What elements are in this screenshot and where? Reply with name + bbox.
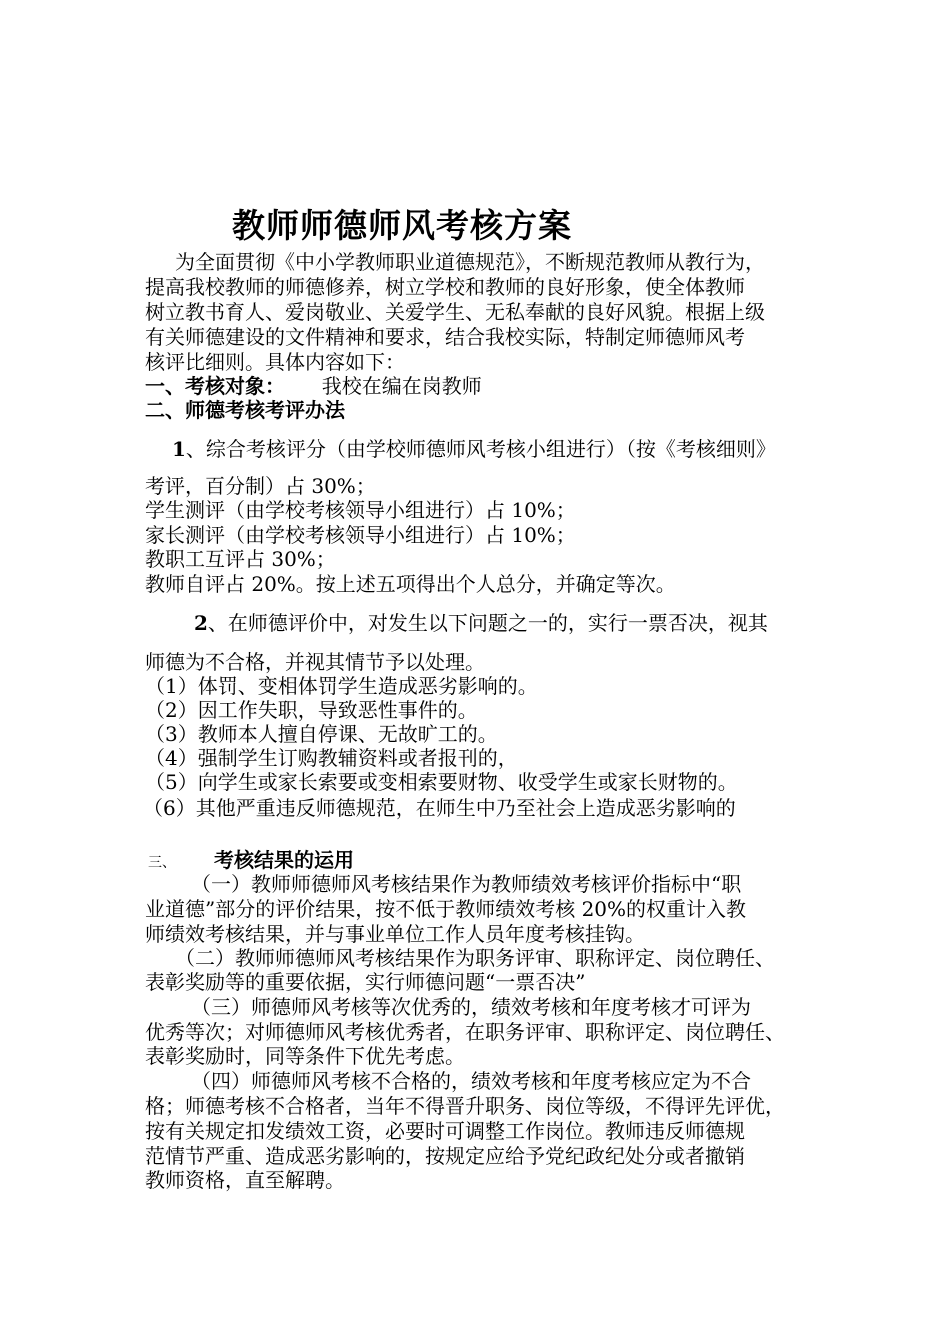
section3-paragraph-line: 表彰奖励等的重要依据，实行师德问题“一票否决” xyxy=(145,970,586,994)
section3-paragraph-line: 师绩效考核结果，并与事业单位工作人员年度考核挂钩。 xyxy=(145,922,645,946)
veto-item: （5）向学生或家长索要或变相索要财物、收受学生或家长财物的。 xyxy=(145,770,738,794)
section3-paragraph-line: （二）教师师德师风考核结果作为职务评审、职称评定、岗位聘任、 xyxy=(175,946,775,970)
section3-paragraph-line: 范情节严重、造成恶劣影响的，按规定应给予党纪政纪处分或者撤销 xyxy=(145,1144,745,1168)
section3-number: 三、 xyxy=(148,855,176,871)
item1-continuation: 考评，百分制）占 30%； xyxy=(145,474,376,498)
section3-paragraph-line: 业道德”部分的评价结果，按不低于教师绩效考核 20%的权重计入教 xyxy=(145,897,747,921)
item-number: 1 xyxy=(172,437,186,461)
item2-continuation: 师德为不合格，并视其情节予以处理。 xyxy=(145,650,485,674)
section3-heading: 考核结果的运用 xyxy=(214,848,354,872)
veto-item: （1）体罚、变相体罚学生造成恶劣影响的。 xyxy=(145,674,538,698)
section3-paragraph-line: 表彰奖励时，同等条件下优先考虑。 xyxy=(145,1044,465,1068)
veto-item: （4）强制学生订购教辅资料或者报刊的， xyxy=(145,746,518,770)
section1-value: 我校在编在岗教师 xyxy=(321,374,482,398)
section3-paragraph-line: 格；师德考核不合格者，当年不得晋升职务、岗位等级，不得评先评优， xyxy=(145,1094,785,1118)
parents-evaluation: 家长测评（由学校考核领导小组进行）占 10%； xyxy=(145,523,576,547)
intro-line: 为全面贯彻《中小学教师职业道德规范》，不断规范教师从教行为， xyxy=(175,250,765,274)
staff-evaluation: 教职工互评占 30%； xyxy=(145,547,336,571)
section3-paragraph-line: 按有关规定扣发绩效工资，必要时可调整工作岗位。教师违反师德规 xyxy=(145,1119,745,1143)
section3-paragraph-line: （三）师德师风考核等次优秀的，绩效考核和年度考核才可评为 xyxy=(191,995,751,1019)
section3-heading-row xyxy=(148,848,354,875)
section2-item1-row xyxy=(172,437,776,461)
students-evaluation: 学生测评（由学校考核领导小组进行）占 10%； xyxy=(145,498,576,522)
intro-line: 有关师德建设的文件精神和要求，结合我校实际，特制定师德师风考 xyxy=(145,325,745,349)
intro-line: 提高我校教师的师德修养，树立学校和教师的良好形象，使全体教师 xyxy=(145,275,745,299)
section3-paragraph-line: 教师资格，直至解聘。 xyxy=(145,1168,345,1192)
section3-paragraph-line: （四）师德师风考核不合格的，绩效考核和年度考核应定为不合 xyxy=(191,1069,751,1093)
item-number: 2 xyxy=(194,611,208,635)
section3-paragraph-line: 优秀等次；对师德师风考核优秀者，在职务评审、职称评定、岗位聘任、 xyxy=(145,1020,785,1044)
veto-item: （2）因工作失职，导致恶性事件的。 xyxy=(145,698,478,722)
section1-heading: 一、考核对象： xyxy=(145,374,285,398)
intro-line: 树立教书育人、爱岗敬业、关爱学生、无私奉献的良好风貌。根据上级 xyxy=(145,300,765,324)
veto-item: （6）其他严重违反师德规范，在师生中乃至社会上造成恶劣影响的 xyxy=(143,796,736,820)
veto-item: （3）教师本人擅自停课、无故旷工的。 xyxy=(145,722,498,746)
item-text: 、在师德评价中，对发生以下问题之一的，实行一票否决，视其 xyxy=(207,611,768,635)
section2-heading: 二、师德考核考评办法 xyxy=(145,398,345,422)
document-title: 教师师德师风考核方案 xyxy=(232,206,572,245)
intro-line: 核评比细则。具体内容如下： xyxy=(145,350,405,374)
section2-item2-row xyxy=(194,611,768,635)
section3-paragraph-line: （一）教师师德师风考核结果作为教师绩效考核评价指标中“职 xyxy=(191,872,742,896)
section1-row xyxy=(145,374,482,398)
self-evaluation: 教师自评占 20%。按上述五项得出个人总分，并确定等次。 xyxy=(145,572,676,596)
item-text: 、综合考核评分（由学校师德师风考核小组进行）（按《考核细则》 xyxy=(185,437,776,461)
